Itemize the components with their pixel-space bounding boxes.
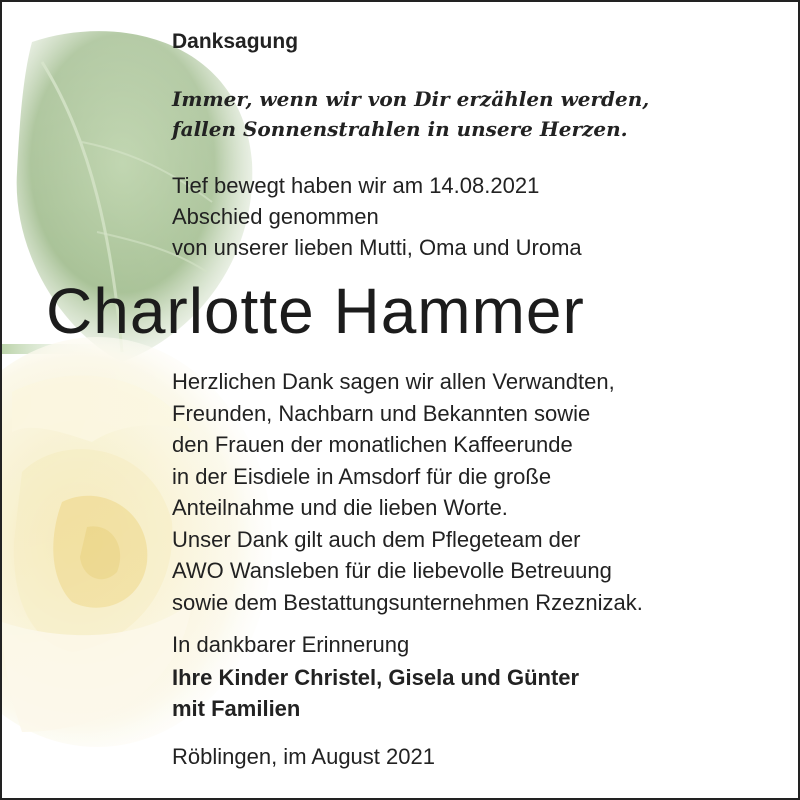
thanks-line: in der Eisdiele in Amsdorf für die große <box>172 463 552 489</box>
quote-line: fallen Sonnenstrahlen in unsere Herzen. <box>172 117 628 141</box>
place-and-date: Röblingen, im August 2021 <box>172 744 435 769</box>
quote-line: Immer, wenn wir von Dir erzählen werden, <box>172 87 650 111</box>
notice-heading: Danksagung <box>172 30 299 53</box>
thanks-paragraph <box>172 366 643 618</box>
intro-line: Tief bewegt haben wir am 14.08.2021 <box>172 173 540 198</box>
intro-text <box>172 170 582 263</box>
intro-line: Abschied genommen <box>172 204 379 229</box>
signature-line: Ihre Kinder Christel, Gisela und Günter <box>172 665 580 690</box>
thanks-line: den Frauen der monatlichen Kaffeerunde <box>172 432 573 457</box>
closing-phrase: In dankbarer Erinnerung <box>172 632 410 657</box>
memorial-quote <box>172 84 649 144</box>
thanks-line: Unser Dank gilt auch dem Pflegeteam der <box>172 526 581 552</box>
thanks-line: Anteilnahme und die lieben Worte. <box>172 495 508 520</box>
signature-block <box>172 662 579 724</box>
thanks-line: AWO Wansleben für die liebevolle Betreuung <box>172 558 612 583</box>
intro-line: von unserer lieben Mutti, Oma und Uroma <box>172 235 582 260</box>
signature-line: mit Familien <box>172 696 301 721</box>
thanks-line: sowie dem Bestattungsunternehmen Rzeznizak. <box>172 589 643 615</box>
notice-content <box>2 2 800 800</box>
deceased-name: Charlotte Hammer <box>46 275 585 347</box>
thanks-line: Herzlichen Dank sagen wir allen Verwandten, <box>172 369 615 394</box>
thanks-line: Freunden, Nachbarn und Bekannten sowie <box>172 400 591 426</box>
